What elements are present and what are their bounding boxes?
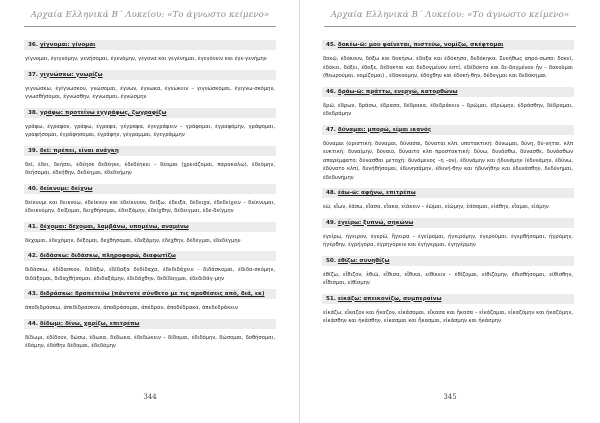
entry-title: γίγνομαι: γίνομαι bbox=[39, 42, 96, 48]
page-number: 344 bbox=[143, 393, 157, 401]
right-page bbox=[300, 0, 600, 423]
entry-body: δέχομαι, έδεχόμην, δέξομαι, δεχθήσομαι, έδεξάμην, έδέχθην, δέδεγμαι, έδεδέγμην bbox=[25, 237, 241, 244]
entry-body: έθίζω, εἴθιζον, ἐθιῶ, εἴθισα, εἴθικα, είθίκειν – έθίζομαι, είθιζόμην, έθισθήσομαι, είθίσθην, εἴθισμαι, είθίσμην bbox=[323, 271, 573, 286]
entry-body: άποδιδράσκω, άπεδίδρασκον, άποδράσομαι, άπέδραν, άποδέδρακα, άπεδεδράκειν bbox=[25, 305, 238, 311]
entry-title: δίδωμι: δίνω, χαρίζω, επιτρέπω bbox=[39, 320, 140, 327]
entry-title: εἰκάζω: απεικονίζω, συμπεραίνω bbox=[337, 295, 442, 302]
entry-heading bbox=[24, 184, 276, 194]
entry-body: διδάσκω, έδίδασκον, διδάξω, έδίδαξα δεδίδαχα, έδεδιδάχειν - διδάσκομαι, έδιδα-σκόμην, διδάξομαι, διδαχθήσομαι, έδιδαξάμην, έδιδάχθην, δεδίδαγμαι, έδεδιδάγ-μην bbox=[25, 267, 275, 282]
entry-body: εῶ, εἴων, ἐάσω, εἴασα, εἴακα, εἰάκειν – ἐῶμαι, εἰώμην, ἐάσομαι, εἰάθην, εἴαμαι, εἰάμην bbox=[323, 204, 549, 210]
entry-number: 38. bbox=[28, 109, 38, 116]
entry-number: 37. bbox=[28, 71, 38, 78]
entry-number: 36. bbox=[28, 42, 38, 48]
entry-heading bbox=[24, 40, 276, 50]
entry-heading bbox=[24, 146, 276, 156]
entry-body: δρῶ, έδρων, δράσω, έδρασα, δέδρακα, έδεδράκειν – δρῶμαι, έδρώμην, έδράσθην, δέδραμαι, έδεδράμην bbox=[323, 102, 573, 117]
entry-number: 43. bbox=[28, 291, 38, 297]
entry-title: δύναμαι: μπορώ, είμαι ικανός bbox=[337, 126, 432, 133]
page-number: 345 bbox=[443, 393, 457, 401]
entry-number: 44. bbox=[28, 320, 38, 327]
entry-body: δύναμαι (οριστική: δύναμαι, δύνασαι, δύναται κλπ, υποτακτική: δύνωμαι, δύνη, δύ-νηται. κλπ ευκτική: δυναίμην, δύναιο, δύναιτο κλπ προστακτική: δύνω, δυνάσθω, δύνασθε, δυνάσθων απαρέμφατο: δύνασθαι μετοχή: δυνάμενος –η –ον), έδυνάμην και ήδυνάμην (έδυνάμην, έδύνω, έδύνατο κλπ), δυνήθήσομαι, έδυνησάμην, έδυνή-θην και ήδυνήθην και έδυνάσθην, δεδύνημαι, έδεδυνήμην bbox=[323, 140, 573, 181]
entry-number: 48. bbox=[326, 190, 336, 196]
header-rule bbox=[324, 26, 576, 27]
entry-body: δίδωμι, έδίδουν, δώσω, έδωκα, δέδωκα, έδεδώκειν – δίδομαι, έδιδόμην, δώσομαι, δοθήσομαι, έδόμην, έδόθην δέδομαι, έδεδόμην bbox=[25, 334, 275, 349]
entry-title: έάω-ῶ: αφήνω, επιτρέπω bbox=[337, 190, 416, 196]
entry-title: δεῖ: πρέπει, είναι ανάγκη bbox=[39, 147, 119, 154]
entry-number: 41. bbox=[28, 223, 38, 230]
entry-heading bbox=[322, 87, 574, 97]
entry-body: γιγνώσκω, έγίγνωσκον, γνώσομαι, έγνων, έγνωκα, έγνώκειν – γιγνώσκομαι, έγιγνω-σκόμην, γνωσθήσομαι, έγνώσθην, έγνωσμαι, έγνώσμην bbox=[25, 85, 275, 100]
entry-heading bbox=[322, 256, 574, 266]
entry-title: δέχομαι: δέχομαι, λαμβάνω, υπομένω, αναμένω bbox=[39, 223, 189, 230]
entry-body: γράφω, έγραφον, γράψω, έγραψα, γέγραφα, έγεγράφειν – γράφομαι, έγραφόμην, γράψομαι, γραφήσομαι, έγράφησομαι, έγράφην, γέγραμμαι, έγεγράμμην bbox=[25, 123, 275, 138]
entry-heading bbox=[24, 222, 276, 232]
entry-body: γίγνομαι, έγιγνόμην, γενήσομαι, έγενόμην, γέγονα και γεγένημαι, έγεγόνειν και έγε-γενήμην bbox=[25, 56, 267, 62]
entry-body: δοκῶ, έδόκουν, δόξω και δοκήσω, έδοξα και έδόκησα, δεδόκηκα. Συνήθως απρό-σωπο: δοκεῖ, έδόκει, δόξει, έδοξε, δέδοκται και δεδογμένον έστί, έδέδοκτο και δε-δογμένον ἦν – δοκοῦμαι (θεωρούμαι, νομίζομαι) , έδοκούμην, έδόχθην και έδοκή-θην, δέδογμαι και δεδόκημαι. bbox=[323, 56, 573, 79]
entry-heading bbox=[322, 40, 574, 50]
entry-heading bbox=[24, 108, 276, 118]
entry-body: δεῖ, έδει, δεήσει, έδέησε δεδέηκε, έδεδέηκει – δέομαι (χρειάζομαι, παρακαλώ), έδεόμην, δεήσομαι, έδεήθην, δεδέημαι, έδεδεήμην bbox=[25, 161, 275, 176]
entry-number: 47. bbox=[326, 126, 336, 133]
entry-number: 40. bbox=[28, 185, 38, 192]
entry-number: 49. bbox=[326, 219, 336, 226]
entry-number: 46. bbox=[326, 88, 336, 95]
left-content bbox=[24, 40, 276, 357]
entry-title: δείκνυμι: δείχνω bbox=[39, 185, 93, 192]
header-rule bbox=[24, 26, 276, 27]
entry-heading bbox=[24, 251, 276, 261]
entry-title: διδάσκω: διδάσκω, πληροφορώ, διαφωτίζω bbox=[39, 253, 176, 259]
entry-title: έθίζω: συνηθίζω bbox=[337, 257, 390, 264]
entry-title: έγείρω: ξυπνώ, σηκώνω bbox=[337, 219, 414, 226]
entry-body: έγείρω, ήγειρον, έγερῶ, ἤγειρα – έγείρομαι, ήγειρόμην, έγεροῦμαι, έγερθήσομαι, ήγρόμην, ήγέρθην, έγρήγορα, έγρηγόρειν και έγήγερμαι, έγηγέρμην bbox=[323, 233, 573, 248]
entry-heading bbox=[24, 70, 276, 80]
entry-title: δοκέω-ῶ: μου φαίνεται, πιστεύω, νομίζω, σκέφτομαι bbox=[337, 42, 504, 48]
entry-heading bbox=[24, 319, 276, 329]
entry-body: δείκνυμι και δεικνύω, έδείκνυν και έδείκνυον, δείξω, έδειξα, δέδειχα, έδεδείχειν – δείκνυμαι, έδεικνύμην, δείξομαι, δειχθήσομαι, έδειξάμην, έδείχθην, δέδειγμαι, έδε-δείγμην bbox=[25, 199, 275, 214]
entry-number: 39. bbox=[28, 147, 38, 154]
right-content bbox=[322, 40, 574, 332]
entry-heading bbox=[322, 294, 574, 304]
entry-title: δράω-ῶ: πράττω, ενεργώ, κατορθώνω bbox=[337, 88, 458, 95]
entry-number: 51. bbox=[326, 295, 336, 302]
entry-title: διδράσκω: δραπετεύω (πάντοτε σύνθετο με τις προθέσεις από, διά, εκ) bbox=[39, 291, 265, 297]
entry-title: γιγνώσκω: γνωρίζω bbox=[39, 71, 103, 78]
running-header: Αρχαία Ελληνικά Β΄ Λυκείου: «Το άγνωστο κείμενο» bbox=[30, 10, 270, 20]
entry-number: 45. bbox=[326, 42, 336, 48]
entry-heading bbox=[322, 218, 574, 228]
entry-heading bbox=[24, 289, 276, 299]
entry-heading bbox=[322, 188, 574, 198]
entry-title: γράφω: προτείνω εγγράφως, ζωγραφίζω bbox=[39, 109, 167, 116]
entry-body: εἰκάζω, εἴκαζον και ἤκαζον, εἰκάσομαι, εἴκασα και ἤκασα – εἰκάζομαι, εἰκαζόμην και ἠκαζόμην, εἰκάσθην και ἠκάσθην, εἰκασμαι και ἤκασμαι, εἰκάσμην και ἠκάσμην bbox=[323, 309, 573, 324]
entry-number: 42. bbox=[28, 253, 38, 259]
entry-number: 50. bbox=[326, 257, 336, 264]
entry-heading bbox=[322, 125, 574, 135]
running-header: Αρχαία Ελληνικά Β΄ Λυκείου: «Το άγνωστο κείμενο» bbox=[330, 10, 570, 20]
